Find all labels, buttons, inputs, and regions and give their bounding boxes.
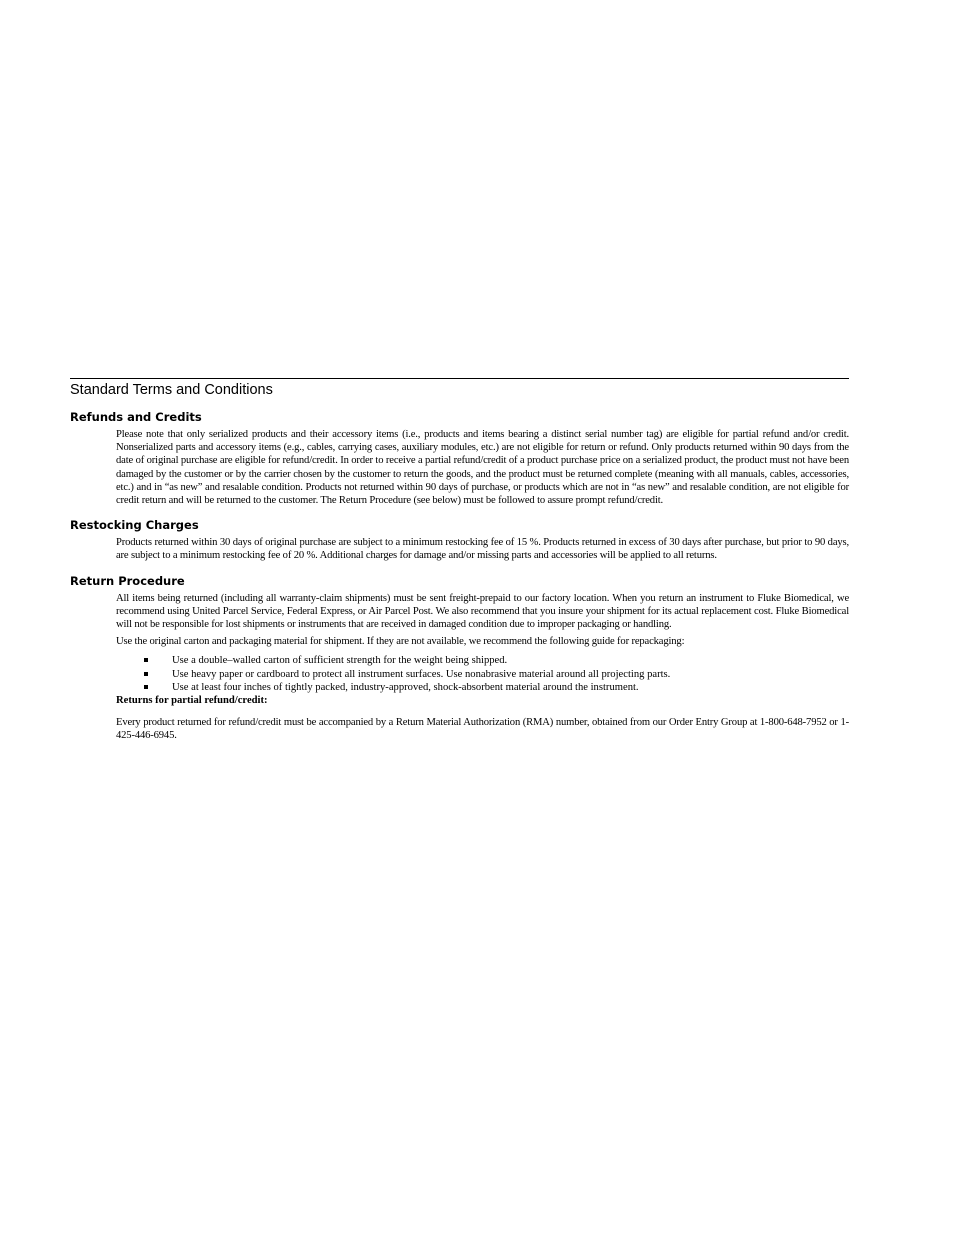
section-heading: Refunds and Credits <box>70 410 202 424</box>
paragraph: Please note that only serialized products and their accessory items (i.e., products and items bearing a distinct serial number tag) are eligible for partial refund and/or credit. Nonserialized parts and accessory items (e.g., cables, carrying cases, auxiliary modules, etc.) are not eligible for return or refund. Only products returned within 90 days from the date of original purchase are eligible for refund/credit. In order to receive a partial refund/credit of a product purchase price on a serialized product, the product must not have been damaged by the customer or by the carrier chosen by the customer to return the goods, and the product must be returned complete (meaning with all manuals, cables, accessories, etc.) and in “as new” and resalable condition. Products not returned within 90 days of purchase, or products which are not in “as new” and resalable condition, are not eligible for credit return and will be returned to the customer. The Return Procedure (see below) must be followed to assure prompt refund/credit. <box>116 429 849 507</box>
list-item-text: Use heavy paper or cardboard to protect all instrument surfaces. Use nonabrasive material around all projecting parts. <box>172 668 671 680</box>
section-refunds-and-credits <box>70 410 849 507</box>
list-item-text: Use a double–walled carton of sufficient strength for the weight being shipped. <box>172 655 508 667</box>
paragraph: All items being returned (including all warranty-claim shipments) must be sent freight-prepaid to our factory location. When you return an instrument to Fluke Biomedical, we recommend using United Parcel Service, Federal Express, or Air Parcel Post. We also recommend that you insure your shipment for its actual replacement cost. Fluke Biomedical will not be responsible for lost shipments or instruments that are received in damaged condition due to improper packaging or handling. <box>116 592 849 631</box>
section-return-procedure <box>70 574 849 743</box>
subheading: Returns for partial refund/credit: <box>116 695 268 707</box>
section-heading: Return Procedure <box>70 573 185 588</box>
square-bullet-icon <box>144 672 148 676</box>
list-item <box>116 681 849 694</box>
repackaging-guide-list <box>116 654 849 694</box>
title-rule <box>70 378 849 379</box>
document-page <box>70 378 849 747</box>
section-body <box>116 592 849 743</box>
section-body <box>116 428 849 507</box>
square-bullet-icon <box>144 685 148 689</box>
page-title: Standard Terms and Conditions <box>70 382 273 398</box>
section-heading: Restocking Charges <box>70 518 199 533</box>
list-item-text: Use at least four inches of tightly packed, industry-approved, shock-absorbent material around the instrument. <box>172 681 639 693</box>
square-bullet-icon <box>144 658 148 662</box>
paragraph: Every product returned for refund/credit must be accompanied by a Return Material Authorization (RMA) number, obtained from our Order Entry Group at 1-800-648-7952 or 1-425-446-6945. <box>116 717 849 742</box>
paragraph: Use the original carton and packaging material for shipment. If they are not available, we recommend the following guide for repackaging: <box>116 636 685 648</box>
section-body <box>116 536 849 562</box>
section-restocking-charges <box>70 518 849 562</box>
list-item <box>116 668 849 681</box>
list-item <box>116 654 849 667</box>
paragraph: Products returned within 30 days of original purchase are subject to a minimum restocking fee of 15 %. Products returned in excess of 30 days after purchase, but prior to 90 days, are subject to a minimum restocking fee of 20 %. Additional charges for damage and/or missing parts and accessories will be applied to all returns. <box>116 537 849 562</box>
